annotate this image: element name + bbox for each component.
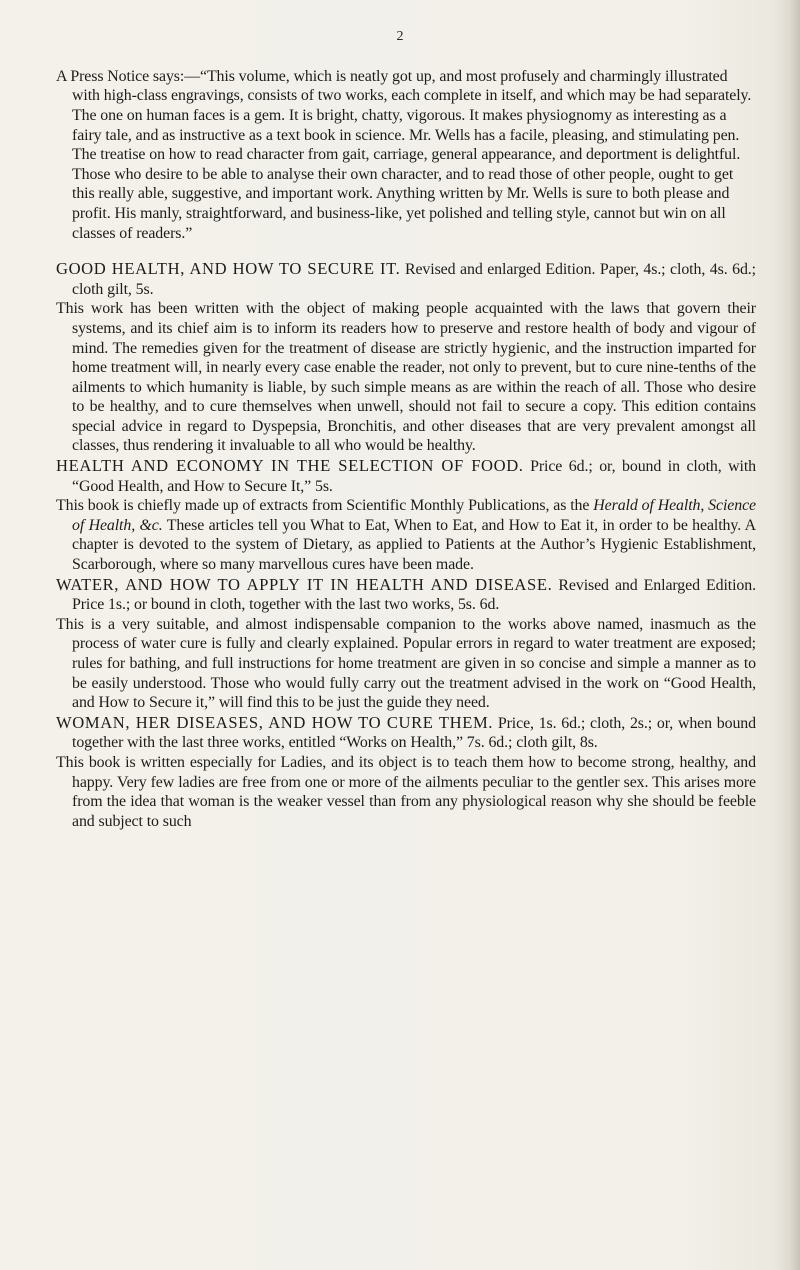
book-description: This work has been written with the object of making people acquainted with the laws that govern their systems, and its chief aim is to inform its readers how to preserve and restore health of body and vigour of mind. The remedies given for the treatment of disease are strictly hygienic, and the instruction imparted for home treatment will, in nearly every case enable the reader, not only to prevent, but to cure nine-tenths of the ailments to which humanity is liable, by such simple means as are within the reach of all. Those who desire to be healthy, and to cure themselves when unwell, should not fail to secure a copy. This edition contains special advice in regard to Dyspepsia, Bronchitis, and other diseases that are very prevalent amongst all classes, thus rendering it invaluable to all who would be healthy. <box>56 300 756 455</box>
book-details: Price 6d.; or, bound in cloth, with “Good Health, and How to Secure It,” 5s. <box>72 458 757 495</box>
page-content <box>56 51 756 831</box>
book-entry-good-health <box>56 259 756 456</box>
book-title: HEALTH AND ECONOMY IN THE SELECTION OF FOOD. <box>56 456 524 476</box>
book-heading <box>56 575 756 615</box>
description-text: This book is chiefly made up of extracts from Scientific Monthly Publications, as the <box>56 497 594 515</box>
book-description <box>56 496 756 574</box>
book-heading <box>56 259 756 299</box>
book-entry-water <box>56 575 756 713</box>
press-notice: A Press Notice says:—“This volume, which is neatly got up, and most profusely and charmingly illustrated with high-class engravings, consists of two works, each complete in itself, and which may be had separately. The one on human faces is a gem. It is bright, chatty, vigorous. It makes physiognomy as interesting as a fairy tale, and as instructive as a text book in science. Mr. Wells has a facile, pleasing, and stimulating pen. The treatise on how to read character from gait, carriage, general appearance, and deportment is delightful. Those who desire to be able to analyse their own character, and to read those of other people, ought to get this really able, suggestive, and important work. Anything written by Mr. Wells is sure to both please and profit. His manly, straightforward, and business-like, yet polished and telling style, cannot but win on all classes of readers.” <box>56 67 752 242</box>
page-edge-shadow <box>774 0 800 1270</box>
book-description: This is a very suitable, and almost indispensable companion to the works above named, inasmuch as the process of water cure is fully and clearly explained. Popular errors in regard to water treatment are exposed; rules for bathing, and full instructions for home treatment are given in so concise and simple a manner as to be easily understood. Those who would fully carry out the treatment advised in the work on “Good Health, and How to Secure it,” will find this to be just the guide they need. <box>56 615 756 712</box>
description-italic: Herald of Health, Science of Health, &c. <box>72 497 756 534</box>
book-description: This book is written especially for Ladies, and its object is to teach them how to become strong, healthy, and happy. Very few ladies are free from one or more of the ailments peculiar to the gentler sex. This arises more from the idea that woman is the weaker vessel than from any physiological reason why she should be feeble and subject to such <box>56 753 756 830</box>
book-title: WATER, AND HOW TO APPLY IT IN HEALTH AND DISEASE. <box>56 574 553 594</box>
book-title: GOOD HEALTH, AND HOW TO SECURE IT. <box>56 259 401 279</box>
book-heading <box>56 456 756 496</box>
book-entry-woman <box>56 713 756 832</box>
book-details: Price, 1s. 6d.; cloth, 2s.; or, when bound together with the last three works, entitled “Works on Health,” 7s. 6d.; cloth gilt, 8s. <box>72 714 756 752</box>
book-heading <box>56 713 756 753</box>
book-title: WOMAN, HER DISEASES, AND HOW TO CURE THEM. <box>56 712 494 732</box>
description-text: These articles tell you What to Eat, When to Eat, and How to Eat it, in order to be healthy. A chapter is devoted to the system of Dietary, as applied to Patients at the Author’s Hygienic Establishment, Scarborough, where so many marvellous cures have been made. <box>72 516 757 574</box>
book-details: Revised and Enlarged Edition. Price 1s.; or bound in cloth, together with the last two works, 5s. 6d. <box>72 576 756 614</box>
book-entry-health-economy <box>56 456 756 575</box>
page-number: 2 <box>396 29 404 44</box>
book-details: Revised and enlarged Edition. Paper, 4s.; cloth, 4s. 6d.; cloth gilt, 5s. <box>72 261 756 298</box>
